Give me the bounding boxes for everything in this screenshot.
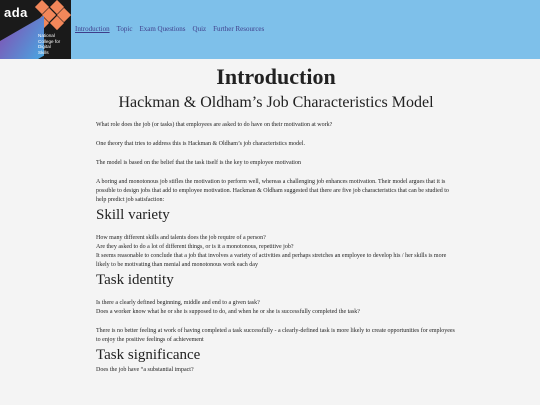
skill-variety-text: Are they asked to do a lot of different things, or is it a monotonous, repetitive job? [96,244,294,250]
logo-caption [38,33,60,55]
logo-caption-line: Skills [38,49,49,55]
logo-brand-text: ada [4,5,28,20]
intro-paragraph: The model is based on the belief that the task itself is the key to employee motivation [96,160,301,166]
page-subtitle: Hackman & Oldham’s Job Characteristics Model [118,94,434,111]
nav-link-further-resources[interactable]: Further Resources [213,25,265,33]
page-title: Introduction [216,64,336,89]
main-content [96,60,456,375]
intro-paragraph: A boring and monotonous job stifles the motivation to perform well, whereas a challenging job enhances motivation. Their model argues that it is possible to design jobs that add to employee motivation. Hackman & Oldham suggested that there are five job characteristics that can be studied to help predict job satisfaction: [96,179,449,203]
nav-link-introduction[interactable]: Introduction [75,25,110,33]
ada-logo[interactable] [0,0,71,59]
nav-link-quiz[interactable]: Quiz [192,25,207,33]
skill-variety-text: How many different skills and talents does the job require of a person? [96,235,266,241]
task-significance-text: Does the job have “a substantial impact? [96,367,194,373]
section-heading-skill-variety: Skill variety [96,207,170,223]
logo-caption-line: College for [38,38,61,44]
task-identity-text: Does a worker know what he or she is supposed to do, and when he or she is successfully completed the task? [96,309,360,315]
nav-link-exam-questions[interactable]: Exam Questions [139,25,186,33]
skill-variety-text: It seems reasonable to conclude that a job that involves a variety of activities and perhaps stretches an employee to develop his / her skills is more likely to be motivating than menial and monotonous work each day [96,253,447,268]
top-navigation-bar [0,0,540,59]
intro-paragraph: One theory that tries to address this is Hackman & Oldham’s job characteristics model. [96,141,305,147]
intro-paragraph: What role does the job (or tasks) that employees are asked to do have on their motivation at work? [96,122,333,128]
main-nav [75,25,264,33]
task-identity-text: Is there a clearly defined beginning, middle and end to a given task? [96,300,260,306]
section-heading-task-identity: Task identity [96,272,174,288]
nav-link-topic[interactable]: Topic [116,25,133,33]
logo-caption-line: Digital [38,44,51,50]
task-identity-text: There is no better feeling at work of having completed a task successfully - a clearly-defined task is more likely to create opportunities for employees to enjoy the positive feelings of achievement [96,328,455,343]
logo-caption-line: National [38,33,55,38]
section-heading-task-significance: Task significance [96,347,201,363]
